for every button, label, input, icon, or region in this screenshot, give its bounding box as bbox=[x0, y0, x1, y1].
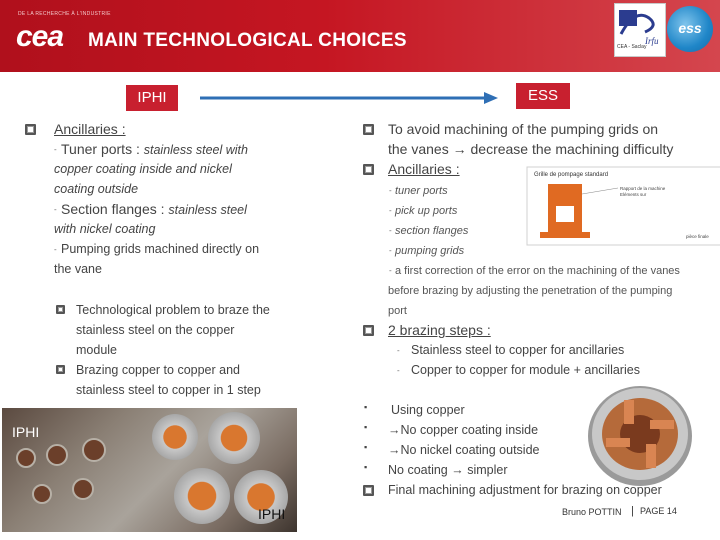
iphi-tuner-text-3: coating outside bbox=[54, 182, 139, 196]
ess-step: Stainless steel to copper for ancillaries bbox=[411, 343, 625, 357]
ess-avoid-3: decrease the machining difficulty bbox=[470, 141, 674, 157]
dash-bullet-icon: - bbox=[397, 346, 400, 355]
photo-flange bbox=[174, 468, 230, 524]
iphi-section-text-1: stainless steel bbox=[168, 203, 247, 217]
right-arrow-icon: → bbox=[451, 463, 464, 477]
footer-author: Bruno POTTIN bbox=[562, 507, 622, 517]
header-tagline: DE LA RECHERCHE À L'INDUSTRIE bbox=[18, 11, 111, 17]
iphi-tuner-ports bbox=[61, 139, 248, 160]
ess-brazing-steps-heading: 2 brazing steps : bbox=[388, 322, 491, 338]
ess-sub-item: tuner ports bbox=[395, 185, 448, 197]
ess-copper-item: No nickel coating outside bbox=[400, 443, 540, 457]
iphi-problem-2: stainless steel on the copper bbox=[76, 323, 235, 337]
schematic-title: Grille de pompage standard bbox=[534, 172, 609, 178]
right-arrow-icon: → bbox=[388, 423, 401, 437]
footer-separator: | bbox=[631, 505, 634, 517]
partner-logo-caption: CEA - Saclay bbox=[617, 44, 647, 50]
iphi-tuner-label: Tuner ports : bbox=[61, 141, 140, 157]
slide-title: MAIN TECHNOLOGICAL CHOICES bbox=[88, 30, 407, 51]
square-bullet-icon: ▪ bbox=[364, 402, 368, 412]
checkbox-bullet-icon bbox=[363, 124, 374, 135]
dash-bullet-icon: - bbox=[54, 145, 57, 154]
photo-port bbox=[46, 444, 68, 466]
ess-sub-item: pumping grids bbox=[395, 245, 465, 257]
photo-label-iphi-left: IPHI bbox=[12, 424, 40, 440]
ess-copper-item: simpler bbox=[467, 463, 508, 477]
iphi-section-flanges bbox=[61, 199, 247, 220]
checkbox-bullet-icon bbox=[363, 164, 374, 175]
dash-bullet-icon: - bbox=[389, 226, 392, 235]
dash-bullet-icon: - bbox=[389, 246, 392, 255]
ess-correction-1: a first correction of the error on the machining of the vanes bbox=[395, 265, 680, 277]
cea-logo bbox=[16, 20, 78, 53]
ess-logo bbox=[667, 6, 713, 52]
transition-arrow-icon bbox=[200, 90, 500, 106]
ess-copper-item: Using copper bbox=[391, 403, 465, 417]
ess-logo-text: ess bbox=[678, 20, 702, 36]
checkbox-bullet-icon bbox=[56, 365, 65, 374]
iphi-section-text-2: with nickel coating bbox=[54, 222, 156, 236]
ess-copper-line-3 bbox=[388, 440, 539, 460]
photo-flange bbox=[208, 412, 260, 464]
iphi-problem-1: Technological problem to braze the bbox=[76, 303, 270, 317]
ess-ancillaries-heading: Ancillaries : bbox=[388, 161, 460, 177]
iphi-module-photo bbox=[2, 408, 297, 532]
ess-copper-item: No copper coating inside bbox=[400, 423, 539, 437]
ess-copper-line-2 bbox=[388, 420, 538, 440]
iphi-label: IPHI bbox=[126, 85, 178, 111]
square-bullet-icon: ▪ bbox=[364, 422, 368, 432]
ess-correction-2: before brazing by adjusting the penetration of the pumping bbox=[388, 285, 673, 297]
iphi-tuner-text-1: stainless steel with bbox=[143, 143, 248, 157]
dash-bullet-icon: - bbox=[389, 206, 392, 215]
page-number: PAGE 14 bbox=[640, 506, 677, 516]
iphi-pumping-2: the vane bbox=[54, 262, 102, 276]
square-bullet-icon: ▪ bbox=[364, 442, 368, 452]
photo-port bbox=[82, 438, 106, 462]
svg-text:Irfu: Irfu bbox=[645, 36, 659, 46]
dash-bullet-icon: - bbox=[397, 366, 400, 375]
iphi-brazing-1: Brazing copper to copper and bbox=[76, 363, 240, 377]
schematic-note: Eléments sur bbox=[620, 192, 647, 197]
schematic-note: Rapport de la machine bbox=[620, 186, 666, 191]
ess-label: ESS bbox=[516, 83, 570, 109]
ess-final: Final machining adjustment for brazing on copper bbox=[388, 483, 662, 497]
checkbox-bullet-icon bbox=[363, 485, 374, 496]
iphi-ancillaries-heading: Ancillaries : bbox=[54, 121, 126, 137]
pumping-grid-schematic bbox=[526, 166, 720, 246]
cea-logo-text: cea bbox=[16, 20, 64, 53]
photo-label-iphi-right: IPHI bbox=[258, 506, 286, 522]
photo-port bbox=[16, 448, 36, 468]
checkbox-bullet-icon bbox=[25, 124, 36, 135]
photo-port bbox=[72, 478, 94, 500]
iphi-brazing-2: stainless steel to copper in 1 step bbox=[76, 383, 261, 397]
photo-flange bbox=[152, 414, 198, 460]
iphi-problem-3: module bbox=[76, 343, 117, 357]
checkbox-bullet-icon bbox=[56, 305, 65, 314]
ess-copper-item: No coating bbox=[388, 463, 448, 477]
ess-avoid-line-2 bbox=[388, 139, 673, 159]
schematic-note: pièce finale bbox=[686, 234, 709, 239]
photo-port bbox=[32, 484, 52, 504]
right-arrow-icon: → bbox=[388, 443, 401, 457]
dash-bullet-icon: - bbox=[54, 205, 57, 214]
ess-sub-item: section flanges bbox=[395, 225, 469, 237]
iphi-tuner-text-2: copper coating inside and nickel bbox=[54, 162, 232, 176]
ess-copper-module-photo bbox=[584, 380, 696, 488]
ess-sub-item: pick up ports bbox=[395, 205, 458, 217]
ess-copper-line-4 bbox=[388, 460, 508, 480]
dash-bullet-icon: - bbox=[389, 186, 392, 195]
dash-bullet-icon: - bbox=[54, 245, 57, 254]
checkbox-bullet-icon bbox=[363, 325, 374, 336]
ess-correction-3: port bbox=[388, 305, 407, 317]
ess-step: Copper to copper for module + ancillaries bbox=[411, 363, 640, 377]
ess-avoid-2: the vanes bbox=[388, 141, 449, 157]
ess-avoid-1: To avoid machining of the pumping grids on bbox=[388, 121, 659, 137]
iphi-pumping-1: Pumping grids machined directly on bbox=[61, 242, 260, 256]
iphi-section-label: Section flanges : bbox=[61, 201, 165, 217]
dash-bullet-icon: - bbox=[389, 266, 392, 275]
right-arrow-icon: → bbox=[452, 141, 467, 157]
square-bullet-icon: ▪ bbox=[364, 462, 368, 472]
